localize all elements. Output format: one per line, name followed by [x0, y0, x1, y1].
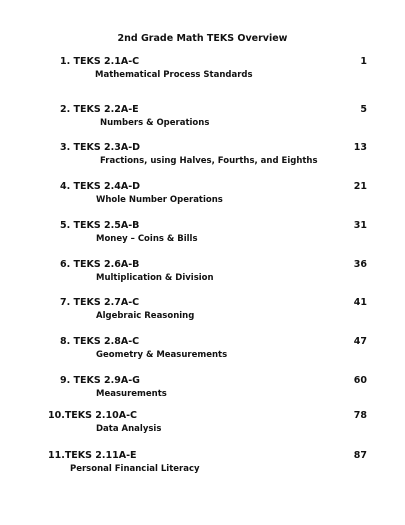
toc-entry-subtitle: Data Analysis — [96, 424, 162, 434]
toc-entry — [0, 56, 405, 86]
toc-entry-label: 2. TEKS 2.2A-E — [60, 104, 139, 115]
toc-entry-page: 31 — [353, 220, 367, 231]
toc-entry-label: 7. TEKS 2.7A-C — [60, 297, 140, 308]
toc-entry-subtitle: Multiplication & Division — [96, 273, 214, 283]
toc-entry-subtitle: Money – Coins & Bills — [96, 234, 198, 244]
toc-entry-subtitle: Mathematical Process Standards — [95, 70, 253, 80]
toc-entry-label: 8. TEKS 2.8A-C — [60, 336, 140, 347]
toc-entry — [0, 259, 405, 289]
toc-entry-label: 6. TEKS 2.6A-B — [60, 259, 140, 270]
toc-entry-page: 87 — [353, 450, 367, 461]
toc-entry-label: 3. TEKS 2.3A-D — [60, 142, 141, 153]
toc-entry-page: 47 — [353, 336, 367, 347]
toc-entry — [0, 450, 405, 480]
toc-entry — [0, 375, 405, 405]
toc-entry-page: 21 — [353, 181, 367, 192]
toc-entry-subtitle: Algebraic Reasoning — [96, 311, 195, 321]
toc-entry-label: 4. TEKS 2.4A-D — [60, 181, 141, 192]
toc-entry-label: 9. TEKS 2.9A-G — [60, 375, 140, 386]
toc-entry-page: 1 — [360, 56, 367, 67]
page-title: 2nd Grade Math TEKS Overview — [117, 33, 288, 44]
toc-entry-page: 41 — [353, 297, 367, 308]
toc-entry-label: 11.TEKS 2.11A-E — [48, 450, 137, 461]
toc-entry — [0, 181, 405, 211]
toc-entry-page: 78 — [353, 410, 367, 421]
toc-entry-label: 10.TEKS 2.10A-C — [48, 410, 138, 421]
toc-entry — [0, 410, 405, 440]
toc-entry-subtitle: Geometry & Measurements — [96, 350, 228, 360]
toc-entry — [0, 142, 405, 172]
toc-entry-subtitle: Numbers & Operations — [100, 118, 210, 128]
toc-entry-subtitle: Fractions, using Halves, Fourths, and Eighths — [100, 156, 318, 166]
toc-entry — [0, 104, 405, 134]
toc-entry — [0, 336, 405, 366]
toc-entry-page: 13 — [353, 142, 367, 153]
toc-entry-page: 36 — [353, 259, 367, 270]
toc-entry-page: 5 — [360, 104, 367, 115]
toc-entry-label: 1. TEKS 2.1A-C — [60, 56, 140, 67]
toc-entry — [0, 297, 405, 327]
toc-entry-subtitle: Personal Financial Literacy — [70, 464, 200, 474]
toc-entry-label: 5. TEKS 2.5A-B — [60, 220, 140, 231]
toc-entry — [0, 220, 405, 250]
toc-entry-subtitle: Whole Number Operations — [96, 195, 223, 205]
toc-entry-page: 60 — [353, 375, 367, 386]
toc-entry-subtitle: Measurements — [96, 389, 167, 399]
